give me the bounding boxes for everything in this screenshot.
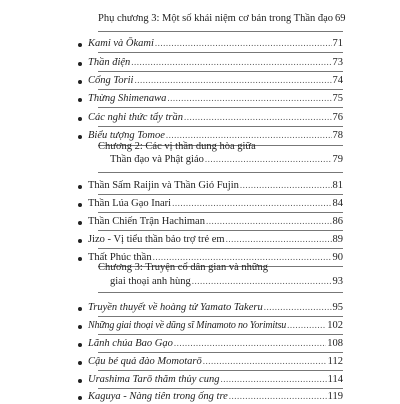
section-divider xyxy=(98,292,343,293)
toc-entry[interactable] xyxy=(88,318,343,333)
entry-title: Các nghi thức tẩy trần xyxy=(88,112,183,123)
toc-entry[interactable] xyxy=(88,214,343,229)
bullet-icon xyxy=(78,257,82,261)
dot-leader xyxy=(226,232,332,246)
section-heading-line: Chương 2: Các vị thần dung hòa giữa xyxy=(98,141,256,152)
entry-title: Thần Sấm Raijin và Thần Gió Fujin xyxy=(88,180,239,191)
bullet-icon xyxy=(78,135,82,139)
toc-entry[interactable] xyxy=(88,372,343,387)
entry-title: Thần Lúa Gạo Inari xyxy=(88,198,172,209)
page-number: 78 xyxy=(332,130,343,141)
page-number: 69 xyxy=(335,13,346,24)
page-number: 84 xyxy=(332,198,343,209)
entry-title: Jizo - Vị tiểu thần bảo trợ trẻ em xyxy=(88,234,225,245)
dot-leader xyxy=(172,196,331,210)
toc-entry[interactable] xyxy=(88,354,343,369)
toc-entry[interactable] xyxy=(88,178,343,193)
entry-title: Urashima Tarō thăm thủy cung xyxy=(88,374,220,385)
dot-leader xyxy=(240,178,332,192)
entry-title: Kaguya - Nàng tiên trong ống tre xyxy=(88,391,228,402)
entry-title: Lãnh chúa Bao Gạo xyxy=(88,338,173,349)
bullet-icon xyxy=(78,117,82,121)
page-number: 76 xyxy=(332,112,343,123)
section-divider xyxy=(98,31,343,32)
entry-title: Cậu bé quả đào Momotarō xyxy=(88,356,202,367)
entry-divider xyxy=(98,126,343,127)
entry-title: Thần điện xyxy=(88,57,131,68)
entry-title: Thừng Shimenawa xyxy=(88,93,167,104)
section-heading[interactable] xyxy=(110,152,343,167)
entry-title: Thất Phúc thần xyxy=(88,252,152,263)
entry-divider xyxy=(98,352,343,353)
page-number: 86 xyxy=(332,216,343,227)
page-number: 119 xyxy=(327,391,343,402)
dot-leader xyxy=(131,55,331,69)
section-heading-line: Chương 3: Truyện cổ dân gian và những xyxy=(98,262,269,273)
dot-leader xyxy=(167,91,331,105)
page-number: 95 xyxy=(332,302,343,313)
page-number: 90 xyxy=(332,252,343,263)
entry-divider xyxy=(98,248,343,249)
bullet-icon xyxy=(78,80,82,84)
toc-entry[interactable] xyxy=(88,91,343,106)
section-heading-text: Phụ chương 3: Một số khái niệm cơ bản trong Thần đạo xyxy=(98,13,334,24)
bullet-icon xyxy=(78,307,82,311)
bullet-icon xyxy=(78,62,82,66)
entry-divider xyxy=(98,230,343,231)
section-heading-text: Thần đạo và Phật giáo xyxy=(110,154,204,165)
bullet-icon xyxy=(78,43,82,47)
dot-leader xyxy=(206,214,332,228)
page-number: 71 xyxy=(332,38,343,49)
bullet-icon xyxy=(78,343,82,347)
entry-title: Cổng Torii xyxy=(88,75,134,86)
bullet-icon xyxy=(78,203,82,207)
dot-leader xyxy=(155,36,332,50)
page-number: 73 xyxy=(332,57,343,68)
page-number: 112 xyxy=(327,356,343,367)
bullet-icon xyxy=(78,239,82,243)
bullet-icon xyxy=(78,221,82,225)
entry-divider xyxy=(98,89,343,90)
entry-divider xyxy=(98,71,343,72)
page-number: 108 xyxy=(327,338,343,349)
toc-entry[interactable] xyxy=(88,196,343,211)
entry-divider xyxy=(98,52,343,53)
bullet-icon xyxy=(78,396,82,400)
entry-divider xyxy=(98,370,343,371)
toc-entry[interactable] xyxy=(88,232,343,247)
toc-entry[interactable] xyxy=(88,336,343,351)
entry-divider xyxy=(98,334,343,335)
section-heading[interactable] xyxy=(110,274,343,289)
page-number: 114 xyxy=(327,374,343,385)
page-number: 93 xyxy=(332,276,343,287)
section-heading-text: giai thoại anh hùng xyxy=(110,276,191,287)
toc-entry[interactable] xyxy=(88,36,343,51)
bullet-icon xyxy=(78,361,82,365)
dot-leader xyxy=(264,300,332,314)
toc-entry[interactable] xyxy=(88,110,343,125)
dot-leader xyxy=(229,389,327,403)
toc-entry[interactable] xyxy=(88,55,343,70)
entry-title: Kami và Ōkami xyxy=(88,38,154,49)
entry-divider xyxy=(98,107,343,108)
entry-divider xyxy=(98,212,343,213)
dot-leader xyxy=(203,354,327,368)
bullet-icon xyxy=(78,379,82,383)
dot-leader xyxy=(220,372,326,386)
dot-leader xyxy=(134,73,331,87)
toc-entry[interactable] xyxy=(88,73,343,88)
page-number: 102 xyxy=(327,320,343,331)
entry-title: Biểu tượng Tomoe xyxy=(88,130,165,141)
page-number: 89 xyxy=(332,234,343,245)
section-heading[interactable] xyxy=(98,11,346,26)
toc-entry[interactable] xyxy=(88,300,343,315)
page-number: 75 xyxy=(332,93,343,104)
dot-leader xyxy=(184,110,332,124)
dot-leader xyxy=(205,152,332,166)
page-number: 79 xyxy=(332,154,343,165)
bullet-icon xyxy=(78,98,82,102)
entry-divider xyxy=(98,316,343,317)
dot-leader xyxy=(287,318,326,332)
entry-title: Thần Chiến Trận Hachiman xyxy=(88,216,205,227)
dot-leader xyxy=(174,336,326,350)
entry-title: Truyền thuyết về hoàng tử Yamato Takeru xyxy=(88,302,263,313)
bullet-icon xyxy=(78,185,82,189)
dot-leader xyxy=(192,274,332,288)
page-number: 74 xyxy=(332,75,343,86)
bullet-icon xyxy=(78,325,82,329)
entry-divider xyxy=(98,194,343,195)
entry-title: Những giai thoại về dũng sĩ Minamoto no Yorimitsu xyxy=(88,320,287,331)
toc-entry[interactable] xyxy=(88,389,343,404)
section-divider xyxy=(98,172,343,173)
page-number: 81 xyxy=(332,180,343,191)
